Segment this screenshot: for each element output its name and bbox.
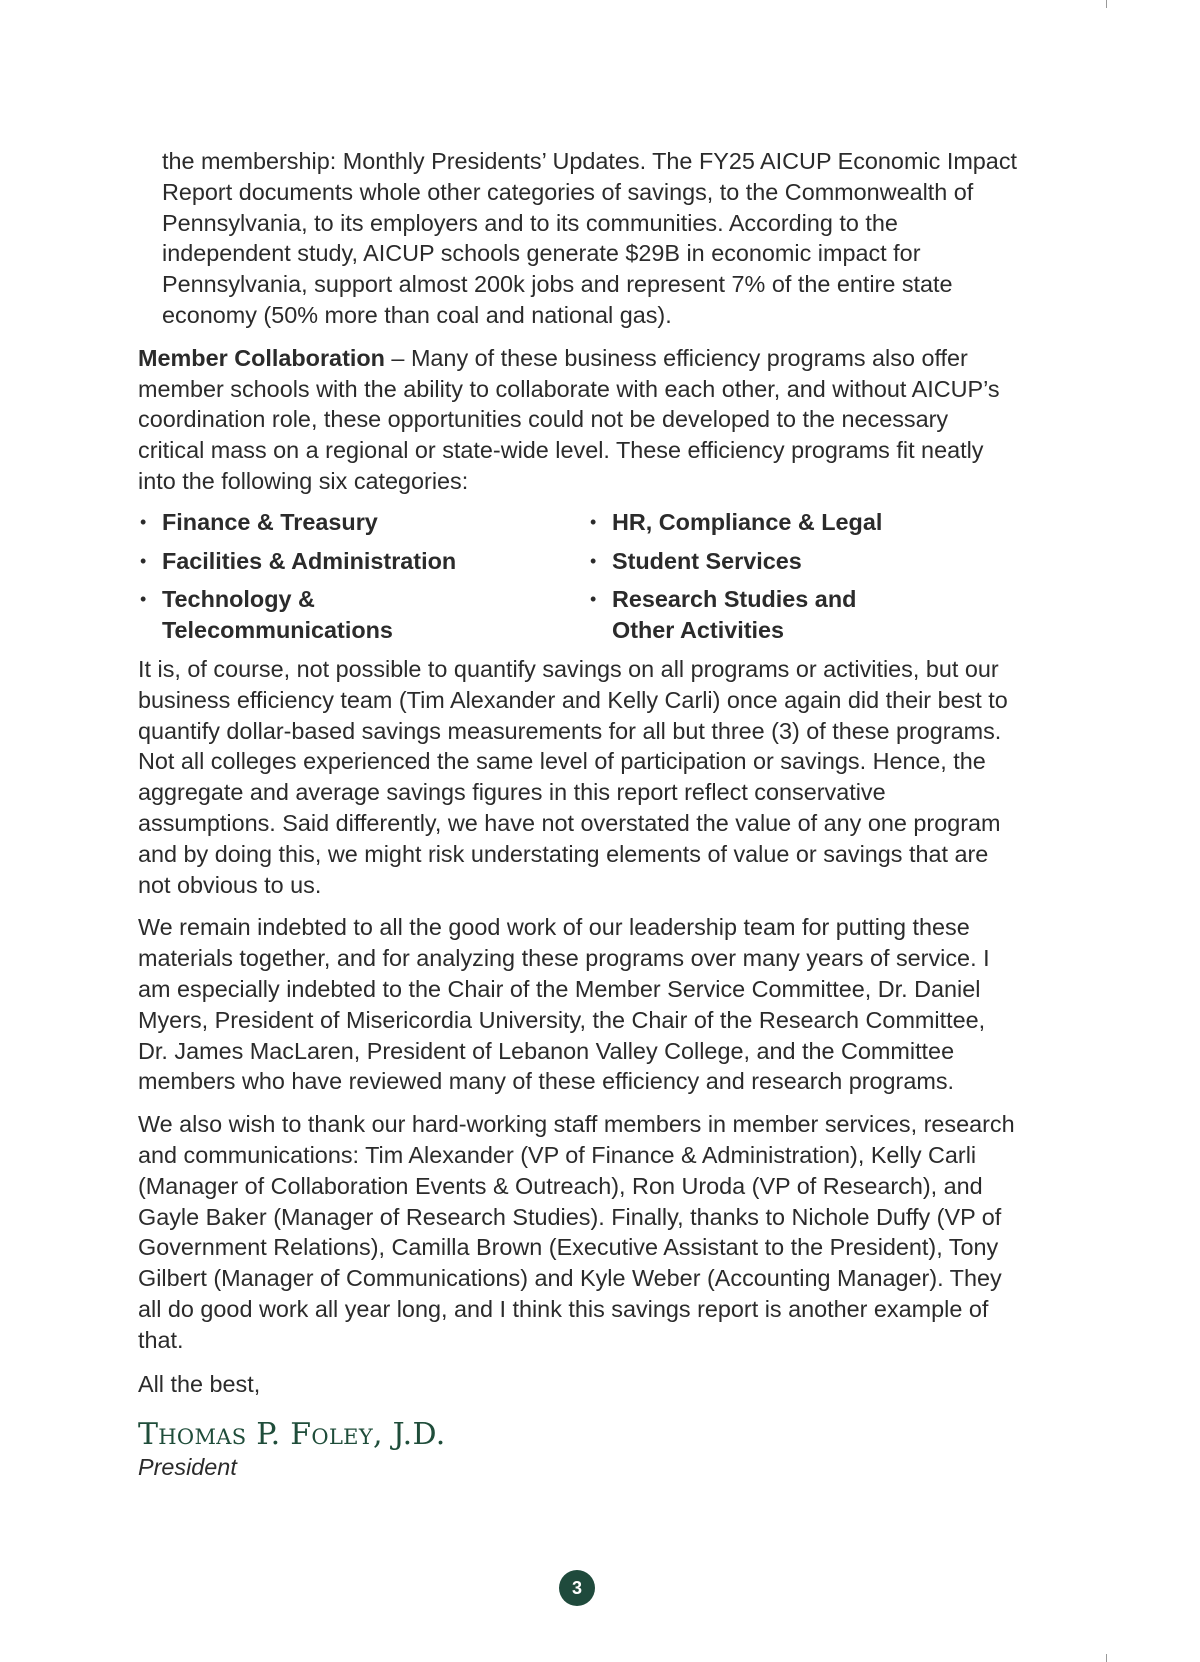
signature-name: Thomas P. Foley, J.D. [138,1417,446,1453]
category-label: Student Services [612,547,802,574]
category-item [138,584,422,646]
continuation-paragraph: the membership: Monthly Presidents’ Updates. The FY25 AICUP Economic Impact Report documents whole other categories of savings, to the Commonwealth of Pennsylvania, to its employers and to its communities. According to the independent study, AICUP schools generate $29B in economic impact for Pennsylvania, support almost 200k jobs and represent 7% of the entire state economy (50% more than coal and national gas). [162,148,1018,328]
collaboration-lead: Member Collaboration [138,344,385,371]
bullet-icon: • [590,550,597,571]
collaboration-text: – Many of these business efficiency programs also offer member schools with the ability to collaborate with each other, and without AICUP’s coordination role, these opportunities could not be developed to the necessary critical mass on a regional or state-wide level. These efficiency programs fit neatly into the following six categories: [138,344,1000,494]
category-item [588,584,882,646]
category-item [588,546,1018,577]
bullet-icon: • [590,589,597,610]
savings-paragraph: It is, of course, not possible to quantify savings on all programs or activities, but our business efficiency team (Tim Alexander and Kelly Carli) once again did their best to quantify dollar-based savings measurements for all but three (3) of these programs. Not all colleges experienced the same level of participation or savings. Hence, the aggregate and average savings figures in this report reflect conservative assumptions. Said differently, we have not overstated the value of any one program and by doing this, we might risk understating elements of value or savings that are not obvious to us. [138,655,1008,898]
category-label: Research Studies and Other Activities [612,586,857,644]
signature-title: President [138,1454,237,1481]
bullet-icon: • [140,511,147,532]
category-list [138,507,1018,646]
category-item [588,507,1018,538]
collaboration-paragraph [138,343,1018,497]
category-label: Facilities & Administration [162,547,457,574]
category-label: Technology & Telecommunications [162,586,393,644]
bullet-icon: • [140,550,147,571]
closing-line: All the best, [138,1371,261,1398]
bullet-icon: • [140,589,147,610]
category-item [138,546,588,577]
bullet-icon: • [590,511,597,532]
letter-body [138,146,1018,1482]
thanks-paragraph: We also wish to thank our hard-working staff members in member services, research and communications: Tim Alexander (VP of Finance & Administration), Kelly Carli (Manager of Collaboration Events & Outreach), Ron Uroda (VP of Research), and Gayle Baker (Manager of Research Studies). Finally, thanks to Nichole Duffy (VP of Government Relations), Camilla Brown (Executive Assistant to the President), Tony Gilbert (Manager of Communications) and Kyle Weber (Accounting Manager). They all do good work all year long, and I think this savings report is another example of that. [138,1111,1015,1353]
category-label: Finance & Treasury [162,508,378,535]
page-number-badge: 3 [559,1570,595,1606]
crop-mark-top [1106,0,1107,8]
category-label: HR, Compliance & Legal [612,508,883,535]
category-item [138,507,588,538]
indebted-paragraph: We remain indebted to all the good work of our leadership team for putting these materials together, and for analyzing these programs over many years of service. I am especially indebted to the Chair of the Member Service Committee, Dr. Daniel Myers, President of Misericordia University, the Chair of the Research Committee, Dr. James MacLaren, President of Lebanon Valley College, and the Committee members who have reviewed many of these efficiency and research programs. [138,914,990,1095]
crop-mark-bottom [1106,1654,1107,1662]
